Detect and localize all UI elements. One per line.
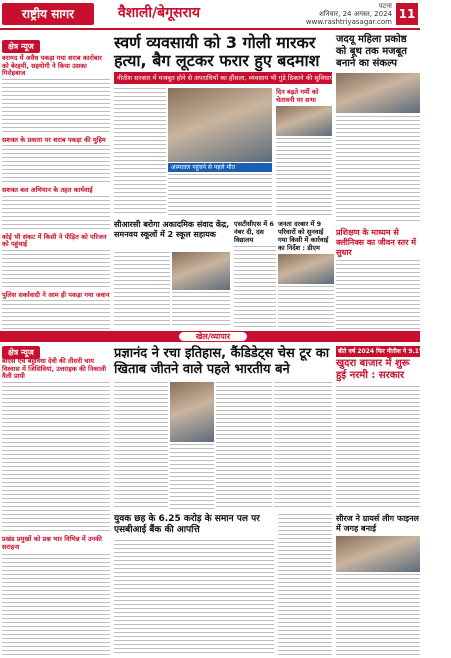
lower-left-body-text bbox=[2, 554, 110, 656]
left-body-text bbox=[2, 250, 110, 290]
lower-right-photo bbox=[336, 536, 420, 572]
box4-photo bbox=[278, 254, 334, 284]
sports-mid-headline: युवक छह के 6.25 करोड़ के समान पल पर एसबीआई बैंक की आपत्ति bbox=[114, 514, 260, 535]
right-headline-2: प्रशिक्षण के माध्यम से क्लीनिक्स का जीवन स्तर में सुधार bbox=[336, 228, 417, 257]
left-headline-3: सशक्त बल अभियान के तहत कार्यवाई bbox=[2, 186, 93, 194]
box1-photo bbox=[276, 106, 332, 136]
main-body-text bbox=[168, 174, 272, 216]
sports-body-text bbox=[278, 514, 332, 656]
sports-body-text bbox=[274, 382, 332, 510]
box2-headline: सीआरसी बरोगा अकादमिक संवाद केंद्र, समनवय स्कूलों में 2 स्कूल सहायक bbox=[114, 220, 230, 239]
edition-city: पटना bbox=[378, 2, 392, 10]
box4-headline: जनता दरबार में 9 परिवारों को सुनवाई गया किसी में कार्रवाई का निर्देश : डीएम bbox=[278, 220, 329, 252]
lower-right-body-text bbox=[336, 574, 420, 656]
right-news-column bbox=[336, 34, 420, 330]
right-headline-1: जदयू महिला प्रकोष्ठ को बूथ तक मजबूत बनाने का संकल्प bbox=[336, 34, 408, 69]
lower-left-headline-1: बीएस एच बहुविधा देवी की तीसरी चाय विश्वास में जिसिवियां, उत्तराइक की निकाली वैली प्रायी bbox=[2, 357, 107, 380]
main-subheadline: नीतीश सरकार में मजबूत होने से अपराधियों का हौंसला, व्यवसाय भी गुंडे ठिकाने की सुविधाएं bbox=[114, 72, 332, 84]
box1-body-text bbox=[276, 138, 332, 216]
section-title: वैशाली/बेगूसराय bbox=[118, 5, 200, 21]
left-body-text bbox=[2, 196, 110, 232]
sports-body-text bbox=[114, 382, 168, 510]
main-headline: स्वर्ण व्यवसायी को 3 गोली मारकर हत्या, बैग लूटकर फरार हुए बदमाश bbox=[114, 33, 320, 70]
newspaper-brand: राष्ट्रीय सागर bbox=[2, 3, 94, 25]
box1-headline: दिन बढ़ते गर्मी को चेतावनी पर सभा bbox=[276, 88, 319, 104]
box2-photo bbox=[172, 252, 230, 290]
business-top-bar: बीते वर्ष 2024 फिर नीतीश ने 9.1% की गिरावट bbox=[338, 348, 451, 355]
box4-body-text bbox=[278, 286, 334, 328]
left-headline-5: पुलिस सर्कावादी ने आम ही पकड़ा गया जवान bbox=[2, 290, 110, 299]
left-headline-1: बरामद में अवैध पकड़ा गया शराब कारोबार को बेरहमी, सहयोगी ने किया उसका गिरोहबाज bbox=[2, 54, 102, 77]
left-section-tag: क्षेत्र न्यूज bbox=[2, 40, 40, 53]
box2-body-text bbox=[114, 252, 170, 328]
edition-date: शनिवार, 24 अगस्त, 2024 bbox=[319, 10, 392, 18]
main-body-text bbox=[114, 88, 166, 216]
main-photo bbox=[168, 88, 272, 162]
masthead bbox=[0, 0, 420, 30]
right-body-text bbox=[336, 116, 420, 224]
business-headline: खुदरा बाजार में शुरू हुई नरमी : सरकार bbox=[336, 358, 410, 381]
edition-info bbox=[306, 2, 392, 26]
chess-player-photo bbox=[170, 382, 214, 442]
left-body-text bbox=[2, 145, 110, 185]
photo-caption: अस्पताल पहुंचने से पहले मौत bbox=[168, 163, 272, 172]
sports-main-headline: प्रज्ञानंद ने रचा इतिहास, कैंडिडेट्स चेस टूर का खिताब जीतने वाले पहले भारतीय बने bbox=[114, 346, 330, 377]
lower-left-tag: क्षेत्र न्यूज bbox=[2, 346, 40, 359]
left-news-column bbox=[2, 34, 110, 330]
sports-section-label: खेल/व्यापार bbox=[178, 331, 248, 342]
left-body-text bbox=[2, 79, 110, 135]
sports-body-text bbox=[170, 444, 214, 510]
business-body-text bbox=[336, 386, 420, 510]
edition-website: www.rashtriyasagar.com bbox=[305, 18, 392, 26]
left-headline-4: कोई भी संकट में किसी ने पीड़ित को परिजन को पहुंचाई bbox=[2, 232, 107, 248]
page-number: 11 bbox=[396, 3, 418, 25]
box3-headline: एसटीसीएस में 6 नंबर दी, दस विद्यालय bbox=[234, 220, 274, 244]
sports-mid-body-text bbox=[114, 540, 274, 656]
right-body-text bbox=[336, 260, 420, 330]
lower-left-body-text bbox=[2, 382, 110, 532]
sports-body-text bbox=[216, 382, 272, 510]
box2-body-text bbox=[172, 292, 230, 328]
lower-left-headline-2: प्रखंड प्रमुखों को प्रश्न भार विभिन्न में उनकी सराहना bbox=[2, 535, 102, 551]
lower-right-headline-2: सीरज ने ग्रायर्स लीग फाइनल में जगह बनाई bbox=[336, 514, 419, 533]
box3-body-text bbox=[234, 246, 276, 328]
left-headline-2: सशक्त के प्रकारा पर शराब पकड़ा की मुहिम bbox=[2, 135, 106, 144]
right-photo bbox=[336, 73, 420, 113]
